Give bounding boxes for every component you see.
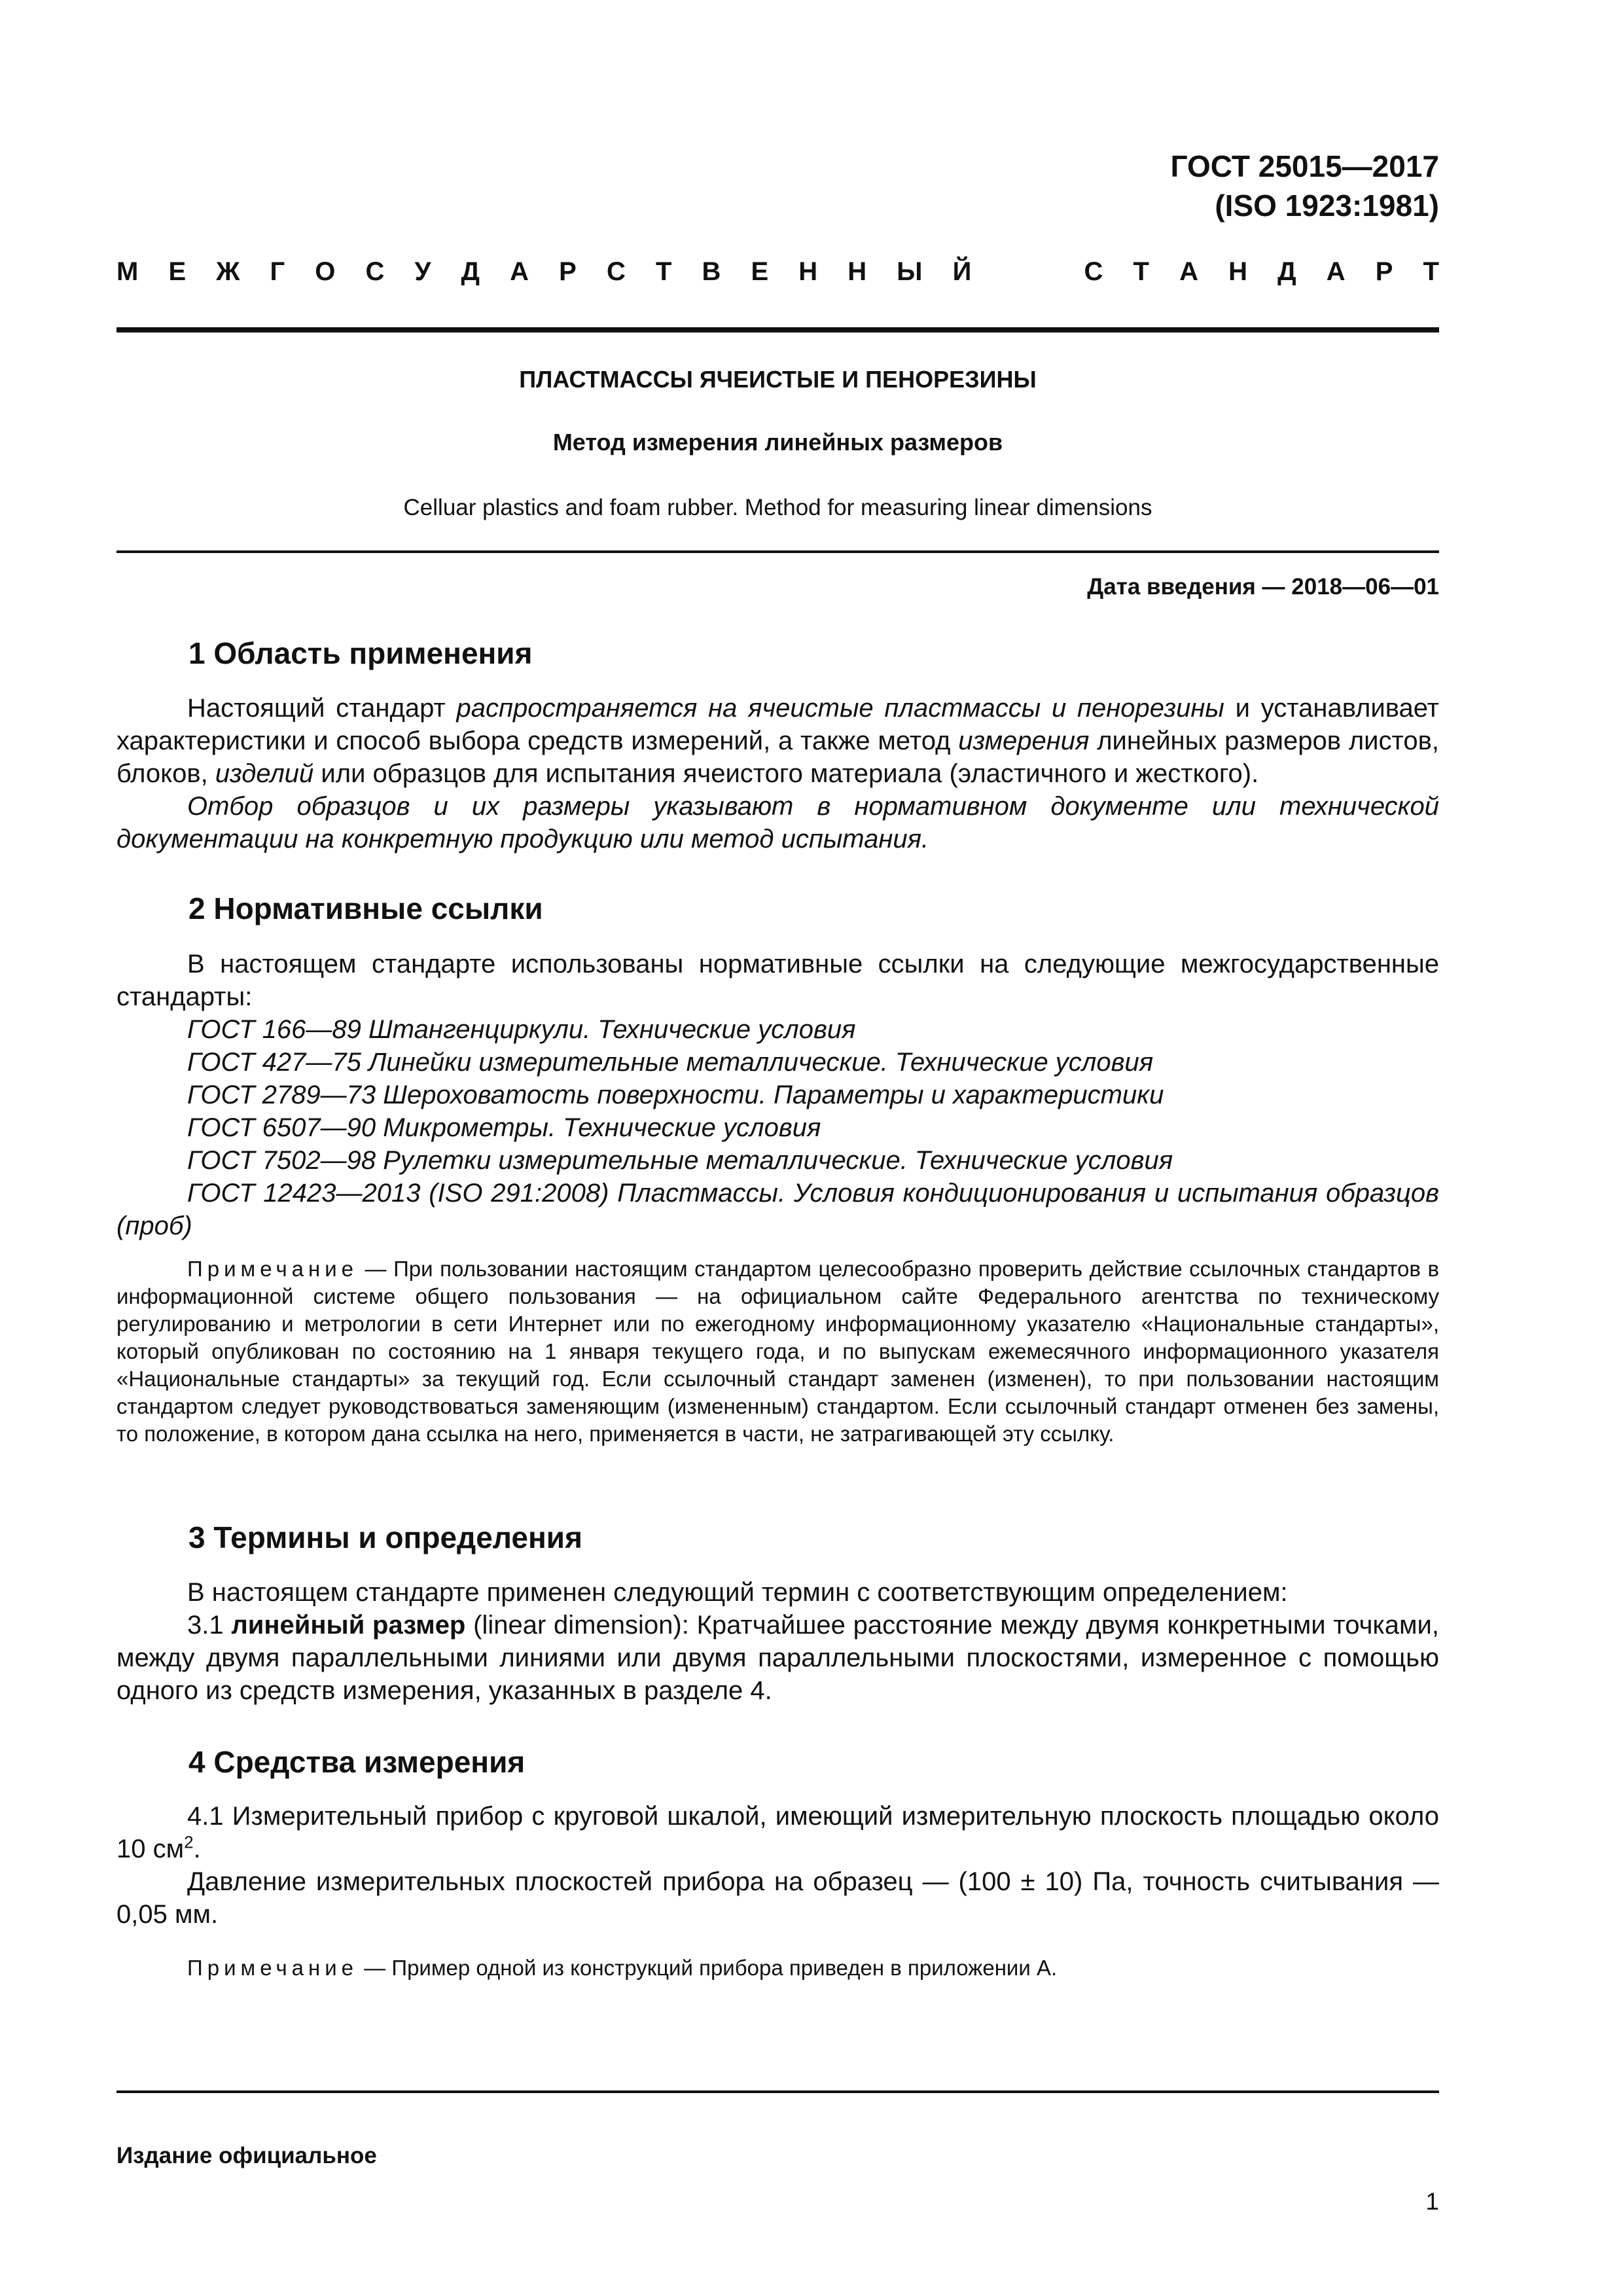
document-title: ПЛАСТМАССЫ ЯЧЕИСТЫЕ И ПЕНОРЕЗИНЫ [519,366,1037,393]
reference-item: ГОСТ 427—75 Линейки измерительные металлические. Технические условия [187,1048,1154,1077]
section-1-paragraph-1: Настоящий стандарт распространяется на ячеистые пластмассы и пенорезины и устанавливает характеристики и способ выбора средств измерений, а также метод измерения линейных размеров листов, блоков, изделий или образцов для испытания ячеистого материала (эластичного и жесткого). [116,694,1440,788]
letter: Ж [216,257,240,286]
section-3-body [116,1576,1439,1707]
note-text: — Пример одной из конструкций прибора приведен в приложении А. [358,1956,1058,1980]
letter: Н [798,257,818,286]
superscript: 2 [184,1832,194,1852]
section-4-body [116,1800,1439,1931]
letter: Н [847,257,867,286]
letter: М [116,257,139,286]
section-3-heading: 3 Термины и определения [188,1520,582,1554]
reference-item: ГОСТ 7502—98 Рулетки измерительные металлические. Технические условия [187,1146,1173,1175]
interstate-standard-banner [116,255,1439,288]
section-3-intro: В настоящем стандарте применен следующий термин с соответствующим определением: [187,1578,1288,1607]
letter: Р [1375,257,1393,286]
section-1-body [116,692,1439,855]
letter: Д [461,257,480,286]
standard-number: ГОСТ 25015—2017 [1170,149,1439,183]
introduction-date: Дата введения — 2018—06—01 [1087,574,1439,600]
letter: Й [952,257,972,286]
section-1-paragraph-2: Отбор образцов и их размеры указывают в нормативном документе или технической документации на конкретную продукцию или метод испытания. [116,792,1439,853]
letter: А [1326,257,1346,286]
letter: Т [1133,257,1149,286]
note-text: — При пользовании настоящим стандартом целесообразно проверить действие ссылочных стандартов в информационной системе общего пользования — на официальном сайте Федерального агентства по техническому регулированию и метрологии в сети Интернет или по ежегодному информационному указателю «Национальные стандарты», который опубликован по состоянию на 1 января текущего года, и по выпускам ежемесячного информационного указателя «Национальные стандарты» за текущий год. Если ссылочный стандарт заменен (изменен), то при пользовании настоящим стандартом следует руководствоваться заменяющим (измененным) стандартом. Если ссылочный стандарт отменен без замены, то положение, в котором дана ссылка на него, применяется в части, не затрагивающей эту ссылку. [116,1257,1439,1446]
reference-item: ГОСТ 12423—2013 (ISO 291:2008) Пластмассы. Условия кондиционирования и испытания образцов (проб) [116,1179,1439,1240]
section-2-note [116,1255,1439,1448]
letter: Ы [897,257,923,286]
reference-item: ГОСТ 2789—73 Шероховатость поверхности. Параметры и характеристики [187,1081,1164,1109]
standard-header [1171,147,1439,225]
letter: А [1179,257,1198,286]
letter: О [315,257,336,286]
term: линейный размер [231,1611,466,1640]
section-4-paragraph-1: 4.1 Измерительный прибор с круговой шкалой, имеющий измерительную плоскость площадью около 10 $см^2$. [116,1802,1439,1863]
letter: В [702,257,721,286]
section-2-body [116,948,1439,1242]
section-4-note [116,1954,1439,1982]
section-2-heading: 2 Нормативные ссылки [188,891,543,925]
document-subtitle: Метод измерения линейных размеров [552,429,1003,456]
letter: Р [559,257,577,286]
letter: С [606,257,626,286]
letter: С [1084,257,1103,286]
letter: Т [1423,257,1439,286]
letter: Д [1277,257,1296,286]
official-edition-label: Издание официальное [116,2143,377,2168]
english-title: Celluar plastics and foam rubber. Method for measuring linear dimensions [403,495,1152,520]
letter: Т [655,257,672,286]
section-4-heading: 4 Средства измерения [188,1745,526,1779]
note-label: Примечание [187,1257,359,1281]
reference-item: ГОСТ 166—89 Штангенциркули. Технические условия [187,1015,856,1044]
section-1-heading: 1 Область применения [188,636,533,670]
header-divider [116,327,1439,332]
document-page [116,0,1439,2296]
word-gap [1001,255,1054,288]
letter: У [414,257,431,286]
letter: А [510,257,529,286]
reference-item: ГОСТ 6507—90 Микрометры. Технические условия [187,1113,821,1142]
letter: Н [1228,257,1247,286]
section-4-paragraph-2: Давление измерительных плоскостей прибора на образец — (100 ± 10) Па, точность считывания — 0,05 мм. [116,1867,1439,1929]
letter: С [365,257,385,286]
note-label: Примечание [187,1956,359,1980]
letter: Е [751,257,769,286]
iso-reference: (ISO 1923:1981) [1215,188,1439,223]
term-definition: 3.1 линейный размер (linear dimension): Кратчайшее расстояние между двумя конкретными точками, между двумя параллельными линиями или двумя параллельными плоскостями, измеренное с помощью одного из средств измерения, указанных в разделе 4. [116,1611,1440,1705]
letter: Г [270,257,285,286]
section-2-intro: В настоящем стандарте использованы нормативные ссылки на следующие межгосударственные стандарты: [116,950,1439,1011]
page-number: 1 [1425,2188,1439,2215]
title-divider [116,550,1439,553]
letter: Е [168,257,187,286]
footer-divider [116,2090,1439,2093]
